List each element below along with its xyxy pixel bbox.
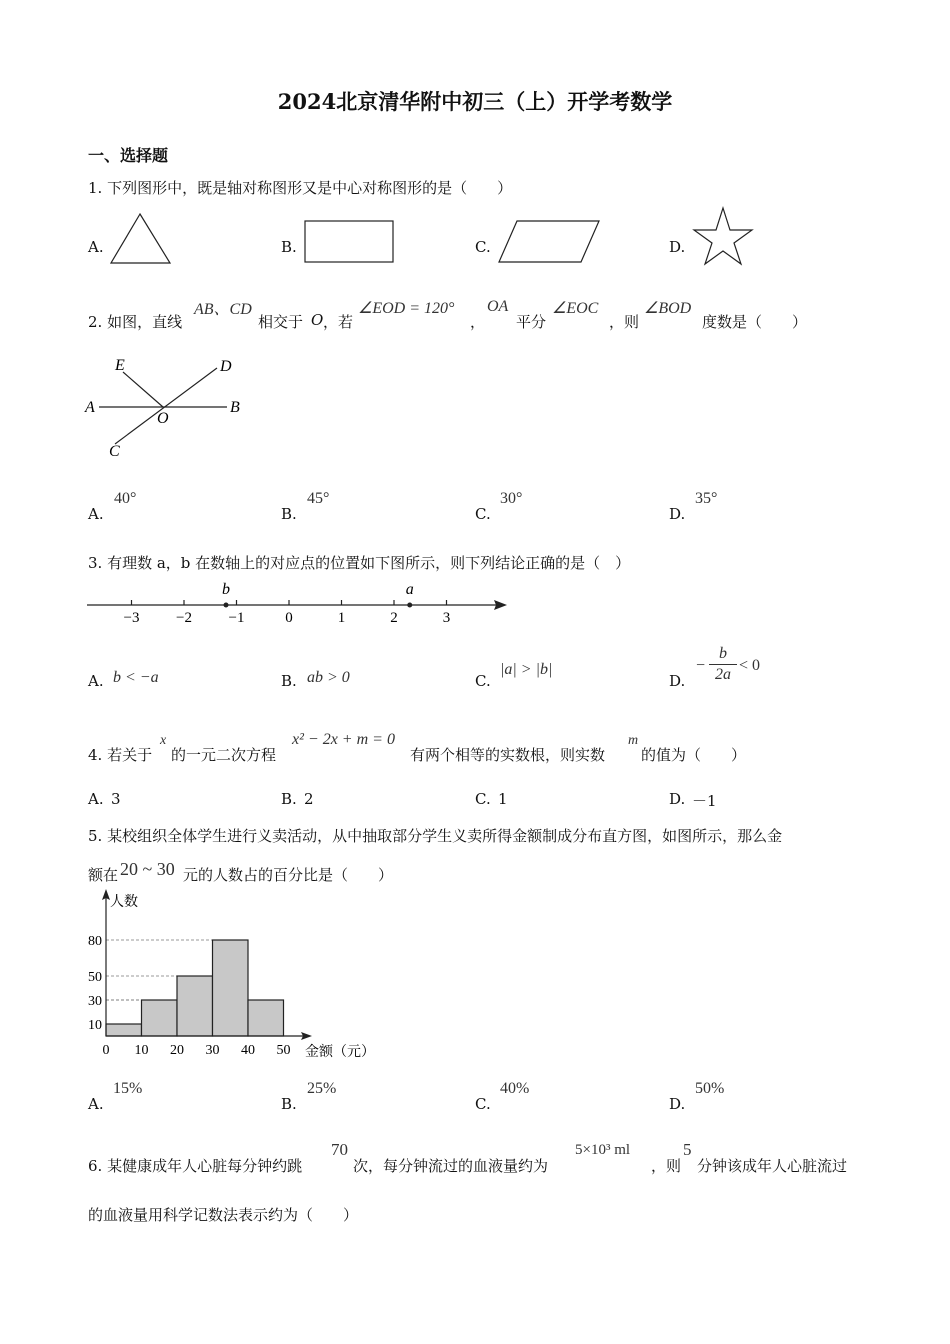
x-tick-label: 10 <box>134 1043 149 1058</box>
q6-stem-2: 次，每分钟流过的血液量约为 <box>353 1157 549 1175</box>
q5-stem-line-2-suffix: 元的人数占的百分比是（ ） <box>183 866 394 884</box>
line-cd <box>115 368 217 444</box>
q3-option-a-label: A. <box>88 672 104 690</box>
q1-option-a-label: A. <box>88 238 104 256</box>
tick-label: −1 <box>228 610 245 626</box>
q2-lines: AB、CD <box>194 301 252 318</box>
q2-angle-bod: ∠BOD <box>644 300 692 317</box>
fraction-bar <box>709 664 737 665</box>
q3-option-b-label: B. <box>281 672 297 690</box>
q4-equation: x² − 2x + m = 0 <box>292 731 395 748</box>
q4-stem-3: 有两个相等的实数根，则实数 <box>410 746 606 764</box>
tick-label: 0 <box>285 610 293 626</box>
point-b <box>224 603 229 608</box>
tick-label: 2 <box>390 610 398 626</box>
q3-option-c-label: C. <box>475 672 491 690</box>
q2-text-3: 平分 <box>516 313 547 331</box>
ray-oe <box>123 372 163 407</box>
label-e: E <box>115 357 125 374</box>
x-axis-label: 金额（元） <box>305 1045 375 1060</box>
x-tick-label: 50 <box>276 1043 291 1058</box>
histogram-bar <box>248 1000 284 1036</box>
q2-text-4: ，则 <box>609 313 640 331</box>
q5-option-a-value: 15% <box>113 1080 143 1097</box>
parallelogram-icon <box>497 218 603 266</box>
q4-option-b-value: 2 <box>304 790 314 808</box>
q2-angle-eoc: ∠EOC <box>552 300 599 317</box>
q6-minutes: 5 <box>683 1140 692 1159</box>
point-a <box>407 603 412 608</box>
label-c: C <box>109 443 120 460</box>
q3-option-c-value: |a| > |b| <box>500 661 553 678</box>
q5-option-a-label: A. <box>88 1095 104 1113</box>
q1-option-b-label: B. <box>281 238 297 256</box>
label-a: a <box>405 581 414 598</box>
q5-option-d-value: 50% <box>695 1080 725 1097</box>
q4-stem-2: 的一元二次方程 <box>171 746 277 764</box>
q6-beats: 70 <box>331 1140 348 1159</box>
q4-option-c-label: C. <box>475 790 491 808</box>
q5-range: 20 ~ 30 <box>120 859 175 879</box>
q2-option-d-label: D. <box>669 505 686 523</box>
q2-point-o: O <box>311 311 324 329</box>
q1-option-d-label: D. <box>669 238 686 256</box>
q4-var-m: m <box>628 733 639 748</box>
histogram-bar <box>106 1024 142 1036</box>
q5-option-b-value: 25% <box>307 1080 337 1097</box>
q3-option-a-value: b < −a <box>113 669 159 686</box>
q4-stem-4: 的值为（ ） <box>641 746 747 764</box>
triangle-icon <box>108 212 174 266</box>
y-tick-label: 80 <box>88 934 102 949</box>
q1-option-c-label: C. <box>475 238 491 256</box>
tick-label: 3 <box>442 610 451 626</box>
q5-stem-line-1: 5. 某校组织全体学生进行义卖活动，从中抽取部分学生义卖所得金额制成分布直方图，如图所示，那么金 <box>88 827 783 845</box>
histogram-bar <box>213 940 249 1036</box>
q5-option-c-label: C. <box>475 1095 491 1113</box>
q4-option-d-value: －1 <box>692 792 717 810</box>
q6-blood-volume: 5×10³ ml <box>575 1142 631 1158</box>
q3-option-d-fraction <box>709 645 737 684</box>
q3-option-d-minus: − <box>696 657 706 674</box>
x-tick-label: 40 <box>241 1043 255 1058</box>
q3-option-b-value: ab > 0 <box>307 669 350 686</box>
q4-var-x: x <box>160 733 167 748</box>
label-d: D <box>220 358 232 375</box>
q4-option-d-label: D. <box>669 790 686 808</box>
q2-option-a-value: 40° <box>114 490 137 507</box>
q2-text-1: 相交于 <box>258 313 304 331</box>
q2-stem-prefix: 2. 如图，直线 <box>88 313 183 331</box>
q2-ray-oa: OA <box>487 298 509 315</box>
label-b: b <box>222 581 230 598</box>
q5-option-b-label: B. <box>281 1095 297 1113</box>
q2-option-c-value: 30° <box>500 490 523 507</box>
q2-option-c-label: C. <box>475 505 491 523</box>
q6-stem-4: 分钟该成年人心脏流过 <box>697 1157 848 1175</box>
tick-label: 1 <box>337 610 346 626</box>
rectangle-icon <box>302 218 398 266</box>
q1-stem: 1. 下列图形中，既是轴对称图形又是中心对称图形的是（ ） <box>88 179 513 197</box>
label-o: O <box>157 410 169 427</box>
q2-figure-intersecting-lines <box>85 352 255 462</box>
fraction-numerator: b <box>719 645 727 662</box>
q5-histogram <box>80 888 390 1068</box>
x-tick-label: 0 <box>102 1043 110 1058</box>
q3-option-d-label: D. <box>669 672 686 690</box>
y-tick-label: 50 <box>88 970 102 985</box>
label-a: A <box>85 399 95 416</box>
q2-text-5: 度数是（ ） <box>702 313 808 331</box>
x-tick-label: 30 <box>205 1043 220 1058</box>
q4-option-b-label: B. <box>281 790 297 808</box>
q5-option-d-label: D. <box>669 1095 686 1113</box>
q2-text-2: ，若 <box>323 313 354 331</box>
q3-stem: 3. 有理数 a，b 在数轴上的对应点的位置如下图所示，则下列结论正确的是（ ） <box>88 554 631 572</box>
q6-stem-3: ，则 <box>651 1157 682 1175</box>
q2-option-d-value: 35° <box>695 490 718 507</box>
q4-option-c-value: 1 <box>498 790 508 808</box>
q3-number-line <box>85 578 515 628</box>
page-title: 2024北京清华附中初三（上）开学考数学 <box>277 89 673 114</box>
q2-option-b-value: 45° <box>307 490 330 507</box>
q4-option-a-label: A. <box>88 790 104 808</box>
q5-option-c-value: 40% <box>500 1080 530 1097</box>
y-tick-label: 10 <box>88 1018 102 1033</box>
histogram-bar <box>177 976 213 1036</box>
fraction-denominator: 2a <box>715 666 731 683</box>
section-heading: 一、选择题 <box>88 146 169 165</box>
tick-label: −3 <box>123 610 140 626</box>
histogram-bar <box>142 1000 178 1036</box>
y-axis-label: 人数 <box>110 895 138 910</box>
x-tick-label: 20 <box>170 1043 184 1058</box>
y-tick-label: 30 <box>88 994 102 1009</box>
q6-stem-line-2: 的血液量用科学记数法表示约为（ ） <box>88 1206 359 1224</box>
label-b: B <box>230 399 240 416</box>
q2-option-b-label: B. <box>281 505 297 523</box>
q2-option-a-label: A. <box>88 505 104 523</box>
q4-option-a-value: 3 <box>111 790 121 808</box>
q2-angle-eod: ∠EOD = 120° <box>358 300 455 317</box>
q3-option-d-rest: < 0 <box>739 657 761 674</box>
q2-comma: ， <box>470 313 486 331</box>
tick-label: −2 <box>176 610 192 626</box>
q6-stem-1: 6. 某健康成年人心脏每分钟约跳 <box>88 1157 303 1175</box>
star-icon <box>692 206 754 266</box>
q5-stem-line-2-prefix: 额在 <box>88 866 119 884</box>
q4-stem-1: 4. 若关于 <box>88 746 153 764</box>
